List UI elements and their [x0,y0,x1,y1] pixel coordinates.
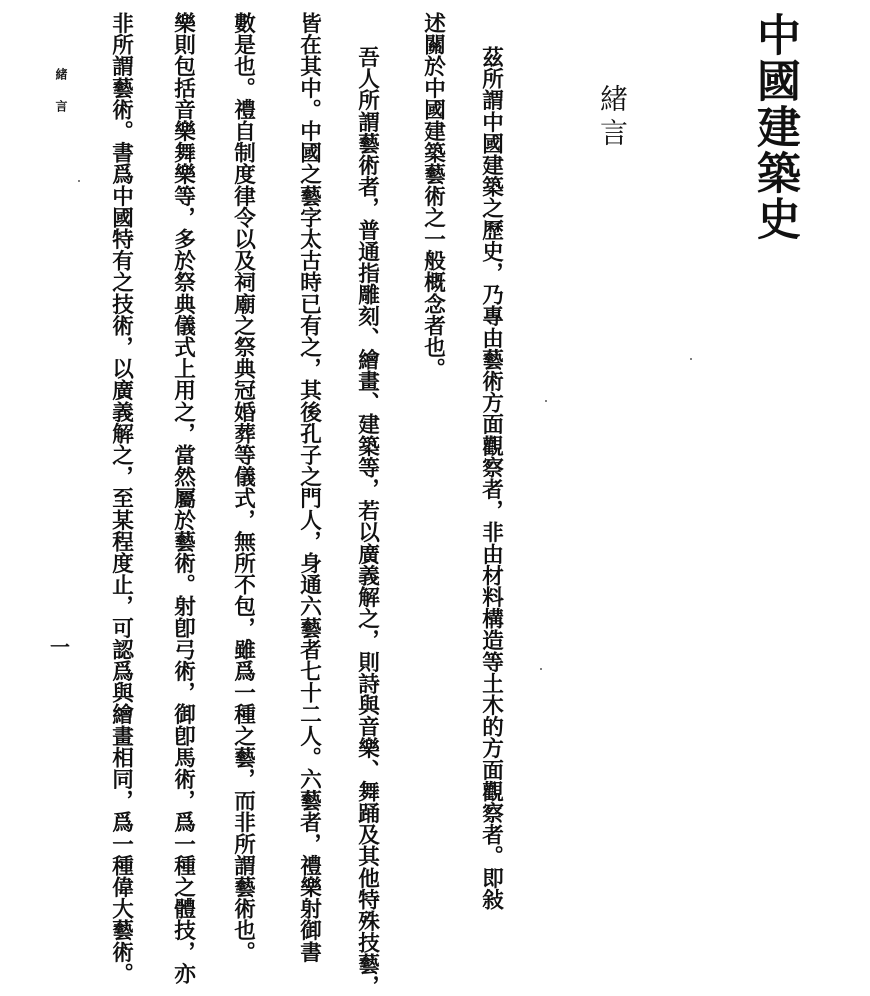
scan-speck [690,358,692,360]
scan-speck [545,400,547,402]
text-column-2: 述關於中國建築藝術之一般概念者也。 [420,12,446,380]
text-column-6: 樂則包括音樂舞樂等，多於祭典儀式上用之，當然屬於藝術。射卽弓術，御卽馬術，爲一種之體技，亦 [170,12,196,984]
page-number: 一 [50,635,70,659]
scan-speck [540,668,542,670]
text-column-7: 非所謂藝術。書爲中國特有之技術，以廣義解之，至某程度止，可認爲與繪畫相同，爲一種偉大藝術。 [108,12,134,984]
running-head: 緒言 [54,68,68,132]
text-column-4: 皆在其中。中國之藝字太古時已有之，其後孔子之門人，身通六藝者七十二人。六藝者，禮樂射御書 [296,12,322,963]
text-column-3: 吾人所謂藝術者，普通指雕刻、繪畫、建築等，若以廣義解之，則詩與音樂、舞踊及其他特殊技藝， [354,46,380,996]
scan-speck [78,180,80,182]
chapter-title: 緒言 [596,84,629,152]
text-column-5: 數是也。禮自制度律令以及祠廟之祭典冠婚葬等儀式，無所不包，雖爲一種之藝，而非所謂藝術也。 [230,12,256,963]
book-title: 中國建築史 [749,12,800,242]
text-column-1: 茲所謂中國建築之歷史，乃專由藝術方面觀察者，非由材料構造等土木的方面觀察者。即敍 [478,46,504,910]
